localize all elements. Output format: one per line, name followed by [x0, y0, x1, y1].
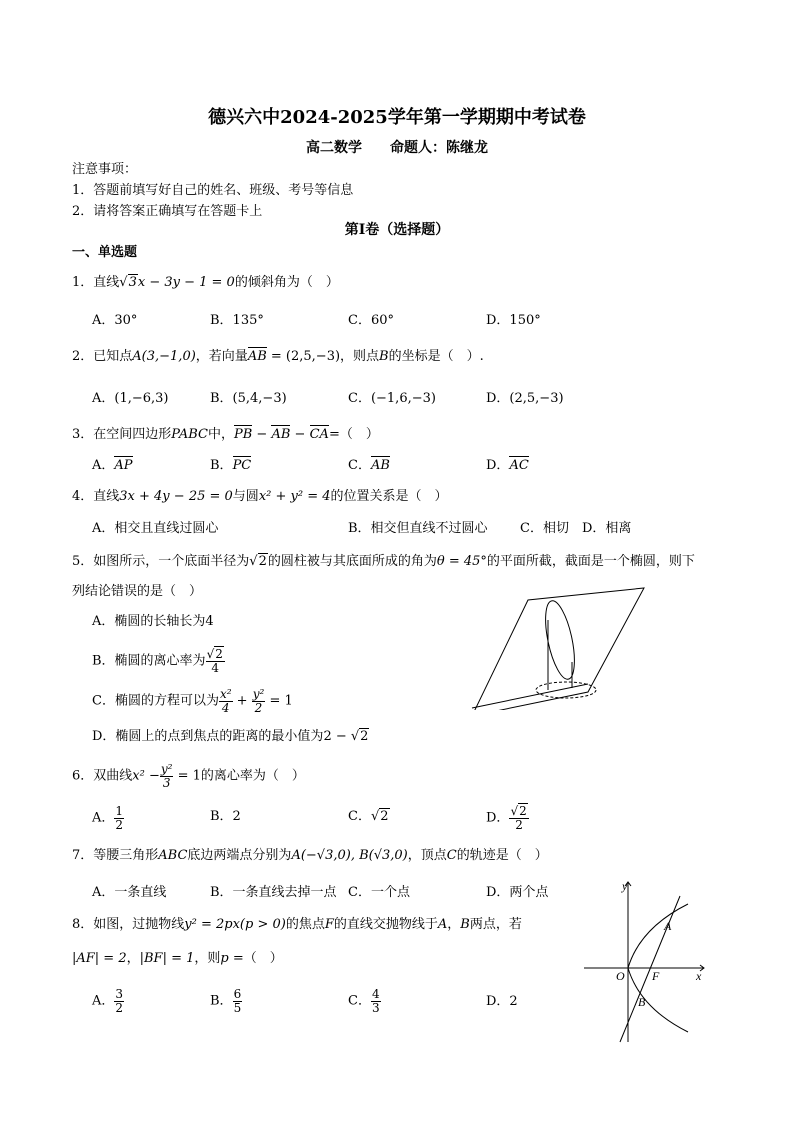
q6-option-c: C．√2 [348, 809, 389, 824]
q5-line-2: 列结论错误的是（ ） [72, 584, 203, 599]
notes-heading: 注意事项： [72, 162, 138, 177]
q5-option-c: C．椭圆的方程可以为 $\frac{\text{x²}}{4}$ + $\frac{\text{y²}}{2}$ = 1 [92, 687, 293, 715]
question-2: 2．已知点A(3,−1,0)，若向量AB = (2,5,−3)，则点B的坐标是（ ）. [72, 349, 484, 364]
q4-option-b: B．相交但直线不过圆心 [348, 521, 488, 536]
question-8: 8．如图，过抛物线y² = 2px(p > 0)的焦点F的直线交抛物线于A，B两点，若 [72, 917, 522, 932]
q6-option-a: A． $\frac{1}{2}$ [92, 804, 124, 832]
question-7: 7．等腰三角形ABC底边两端点分别为A(−√3,0), B(√3,0)，顶点C的轨迹是（ ） [72, 848, 548, 863]
q7-option-d: D．两个点 [486, 885, 549, 900]
label-f: F [652, 969, 660, 983]
notes-item-1: 1．答题前填写好自己的姓名、班级、考号等信息 [72, 183, 354, 198]
exam-subtitle: 高二数学 命题人：陈继龙 [306, 140, 488, 156]
q2-option-d: D．(2,5,−3) [486, 391, 564, 406]
q5-option-a: A．椭圆的长轴长为4 [92, 614, 214, 629]
q3-vector-ab: AB [271, 427, 291, 442]
q5-option-b: B．椭圆的离心率为 $\frac{√2}{4}$ [92, 647, 223, 675]
q2-option-b: B．(5,4,−3) [210, 391, 287, 406]
q7-option-c: C．一个点 [348, 885, 410, 900]
q6-option-b: B．2 [210, 809, 241, 824]
q4-option-a: A．相交且直线过圆心 [92, 521, 219, 536]
notes-item-2: 2．请将答案正确填写在答题卡上 [72, 204, 263, 219]
question-4: 4．直线3x + 4y − 25 = 0与圆x² + y² = 4的位置关系是（ ） [72, 489, 448, 504]
q1-option-b: B．135° [210, 313, 264, 328]
parabola-figure [580, 876, 710, 1046]
focal-chord [620, 896, 680, 1042]
q8-option-c: C． $\frac{4}{3}$ [348, 987, 380, 1015]
question-8-line-2: |AF| = 2，|BF| = 1，则p =（ ） [72, 951, 283, 966]
label-b: B [638, 995, 646, 1009]
q1-option-d: D．150° [486, 313, 541, 328]
cylinder-figure [468, 584, 658, 710]
label-y: y [622, 879, 628, 893]
q3-vector-pb: PB [233, 427, 253, 442]
q2-option-a: A．(1,−6,3) [92, 391, 169, 406]
q1-option-c: C．60° [348, 313, 394, 328]
q3-vector-ca: CA [309, 427, 329, 442]
exam-title: 德兴六中2024-2025学年第一学期期中考试卷 [208, 107, 586, 128]
q3-option-a: A．AP [92, 458, 133, 473]
question-1 [72, 276, 339, 289]
question-5: 5．如图所示，一个底面半径为√2的圆柱被与其底面所成的角为θ = 45°的平面所截，截面是一个椭圆，则下 [72, 554, 695, 569]
part-title: 一、单选题 [72, 245, 138, 260]
q4-option-c: C．相切 [520, 521, 569, 536]
q1-lead: 1．直线 [72, 275, 120, 290]
label-a: A [664, 919, 672, 933]
label-o: O [616, 969, 625, 983]
q3-option-c: C．AB [348, 458, 390, 473]
q5-option-d: D．椭圆上的点到焦点的距离的最小值为2 − √2 [92, 729, 369, 744]
q1-equation: √3x − 3y − 1 = 0 [119, 275, 235, 290]
q2-point: A(3,−1,0) [132, 349, 196, 364]
q7-option-b: B．一条直线去掉一点 [210, 885, 337, 900]
q8-option-d: D．2 [486, 994, 518, 1009]
q3-option-d: D．AC [486, 458, 529, 473]
q1-option-a: A．30° [92, 313, 138, 328]
q8-option-b: B． $\frac{6}{5}$ [210, 987, 242, 1015]
q7-option-a: A．一条直线 [92, 885, 167, 900]
q2-option-c: C．(−1,6,−3) [348, 391, 436, 406]
q2-vector: AB [247, 349, 267, 364]
label-x: x [696, 969, 702, 983]
volume-title: 第I卷（选择题） [344, 222, 450, 238]
q6-option-d: D． $\frac{√2}{2}$ [486, 804, 527, 832]
question-3: 3．在空间四边形PABC中，PB − AB − CA=（ ） [72, 427, 379, 442]
q3-option-b: B．PC [210, 458, 252, 473]
q8-option-a: A． $\frac{3}{2}$ [92, 987, 124, 1015]
question-6: 6．双曲线x² − $\frac{\text{y²}}{3}$ = 1的离心率为（ ） [72, 762, 305, 790]
q1-tail: 的倾斜角为（ ） [234, 275, 339, 290]
q4-option-d: D．相离 [582, 521, 632, 536]
